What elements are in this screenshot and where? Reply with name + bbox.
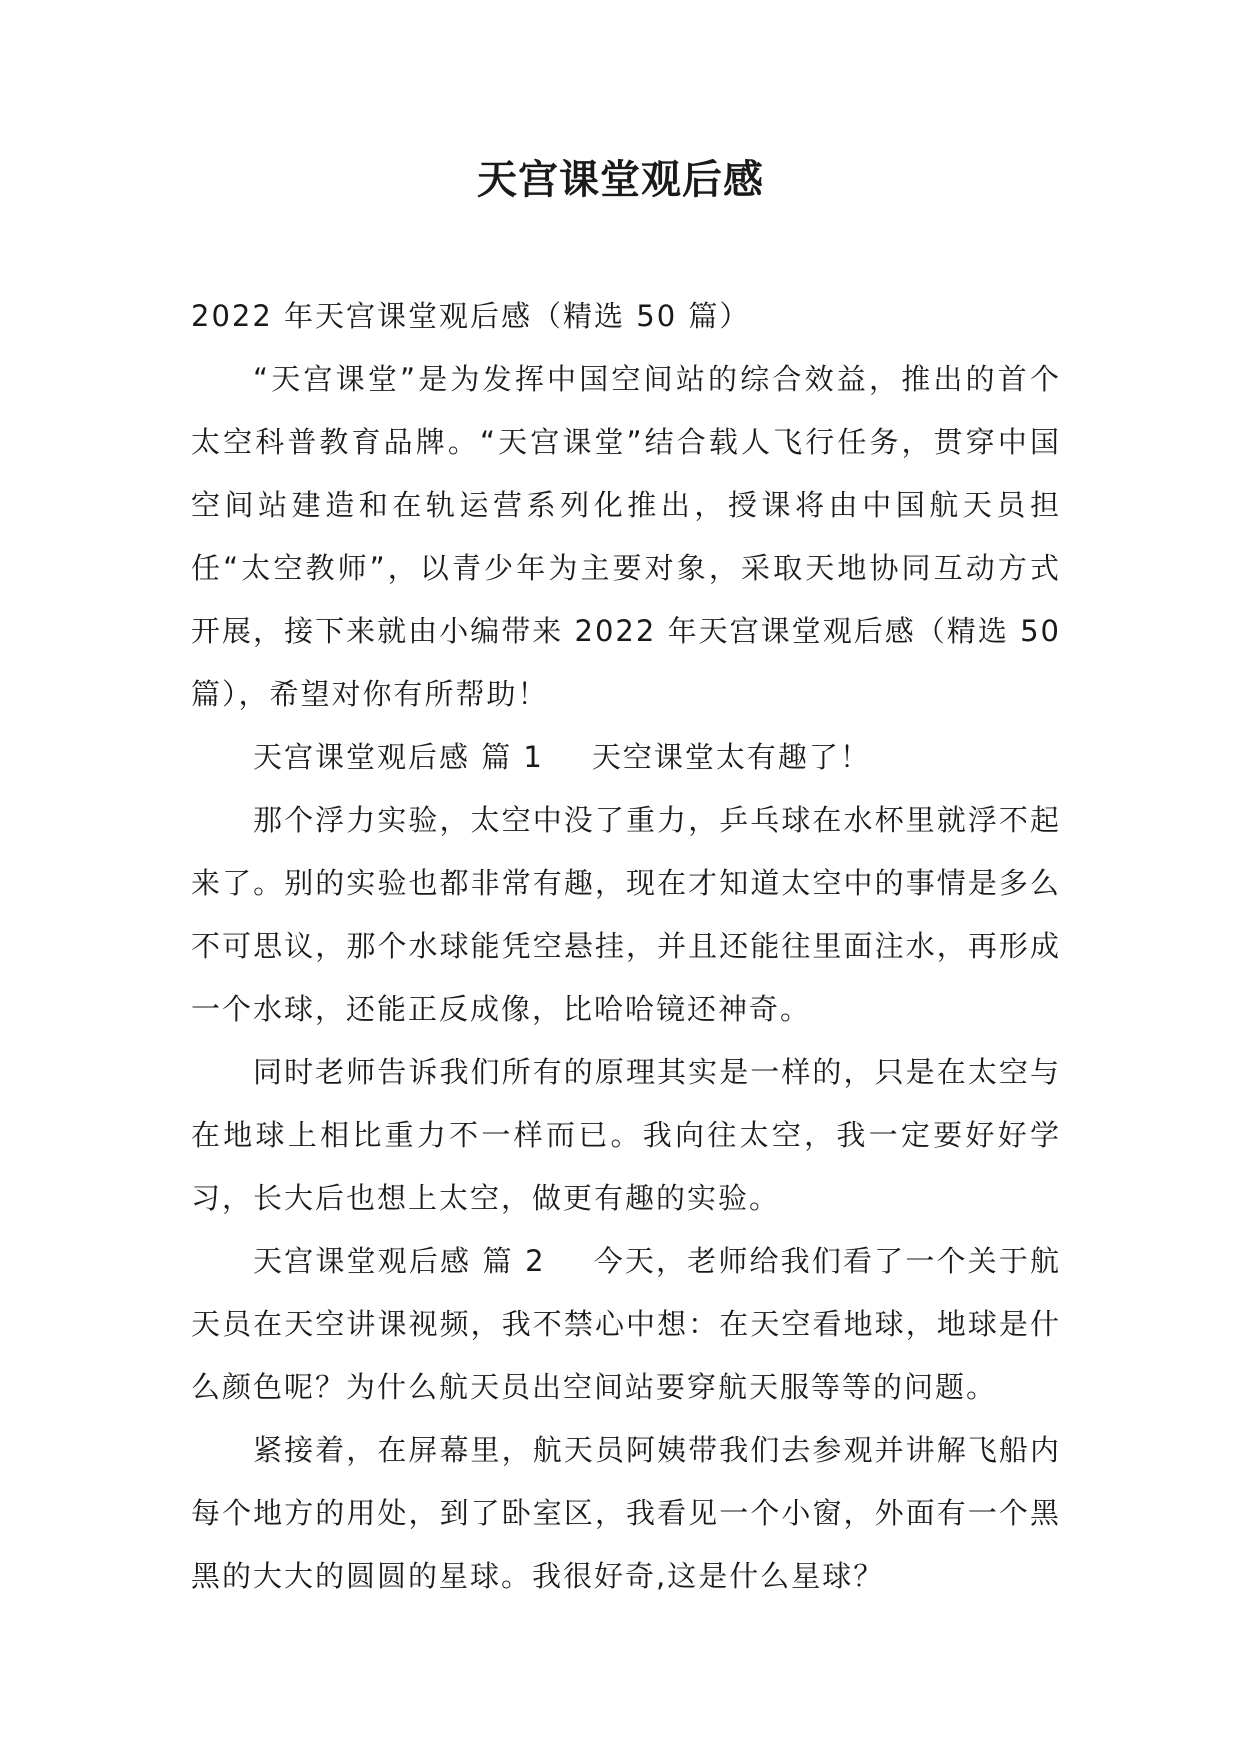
article-1-paragraph: 同时老师告诉我们所有的原理其实是一样的，只是在太空与在地球上相比重力不一样而已。我向往太空，我一定要好好学习，长大后也想上太空，做更有趣的实验。: [191, 1055, 1061, 1215]
document-body: [191, 285, 1061, 1608]
article-1-lead: 天空课堂太有趣了！: [591, 740, 871, 774]
article-2-lead: 今天，老师给我们看了一个关于航天员在天空讲课视频，我不禁心中想：在天空看地球，地球是什么颜色呢？为什么航天员出空间站要穿航天服等等的问题。: [191, 1244, 1061, 1404]
article-1-heading: 天宫课堂观后感 篇 1: [253, 740, 544, 774]
article-2-heading: 天宫课堂观后感 篇 2: [253, 1244, 546, 1278]
article-2-paragraph: 紧接着，在屏幕里，航天员阿姨带我们去参观并讲解飞船内每个地方的用处，到了卧室区，我看见一个小窗，外面有一个黑黑的大大的圆圆的星球。我很好奇,这是什么星球？: [191, 1433, 1061, 1593]
document-title: 天宫课堂观后感: [477, 156, 764, 203]
article-1-paragraph: 那个浮力实验，太空中没了重力，乒乓球在水杯里就浮不起来了。别的实验也都非常有趣，现在才知道太空中的事情是多么不可思议，那个水球能凭空悬挂，并且还能往里面注水，再形成一个水球，还能正反成像，比哈哈镜还神奇。: [191, 803, 1061, 1026]
article-1-heading-line: [191, 726, 1061, 789]
document-subtitle: 2022 年天宫课堂观后感（精选 50 篇）: [191, 299, 751, 333]
article-2-heading-line: [191, 1230, 1061, 1419]
intro-paragraph: “天宫课堂”是为发挥中国空间站的综合效益，推出的首个太空科普教育品牌。“天宫课堂”结合载人飞行任务，贯穿中国空间站建造和在轨运营系列化推出，授课将由中国航天员担任“太空教师”，以青少年为主要对象，采取天地协同互动方式开展，接下来就由小编带来 2022 年天宫课堂观后感（精选 50 篇），希望对你有所帮助！: [191, 362, 1061, 711]
